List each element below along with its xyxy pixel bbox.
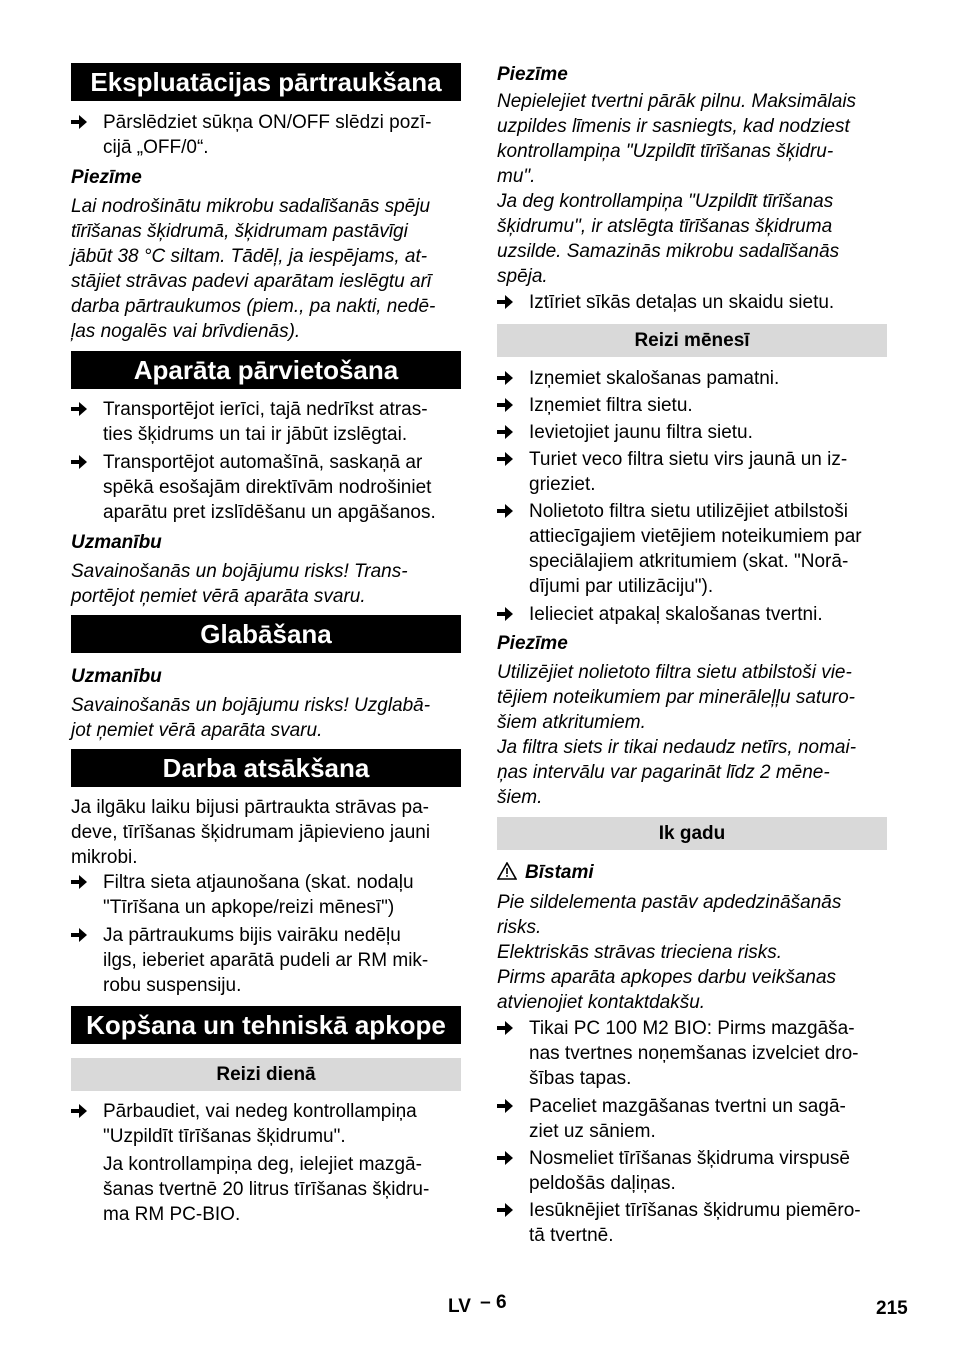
arrow-bullet-icon — [71, 923, 95, 942]
bullet-item: Iztīriet sīkās detaļas un skaidu sietu. — [497, 290, 887, 315]
arrow-bullet-icon — [71, 110, 95, 129]
bullet-item: Nolietoto filtra sietu utilizējiet atbilstoši attiecīgajiem vietējiem noteikumiem par speciālajiem atkritumiem (skat. "Norā- dījumi par utilizāciju"). — [497, 499, 887, 599]
bullet-item: Filtra sieta atjaunošana (skat. nodaļu "Tīrīšana un apkope/reizi mēnesī") — [71, 870, 461, 920]
note-text: Nepielejiet tvertni pārāk pilnu. Maksimālais uzpildes līmenis ir sasniegts, kad nodziest kontrollampiņa "Uzpildīt tīrīšanas šķidru- mu". Ja deg kontrollampiņa "Uzpildīt tīrīšanas šķidrumu", ir atslēgta tīrīšanas šķidruma uzsilde. Samazinās mikrobu sadalīšanās spēja. — [497, 91, 857, 287]
bullet-item: Tikai PC 100 M2 BIO: Pirms mazgāša- nas tvertnes noņemšanas izvelciet dro- šības tapas. — [497, 1016, 887, 1091]
arrow-bullet-icon — [71, 1099, 95, 1118]
arrow-bullet-icon — [497, 499, 521, 518]
bullet-item: Nosmeliet tīrīšanas šķidruma virspusē peldošās daļiņas. — [497, 1146, 887, 1196]
bullet-item: Ielieciet atpakaļ skalošanas tvertni. — [497, 602, 887, 627]
note-label: Piezīme — [497, 64, 568, 85]
arrow-bullet-icon — [71, 870, 95, 889]
footer-local-page: – 6 — [480, 1292, 507, 1313]
bullet-item: Izņemiet filtra sietu. — [497, 393, 887, 418]
arrow-bullet-icon — [71, 397, 95, 416]
heading-darba-atsakshana: Darba atsākšana — [71, 749, 461, 787]
arrow-bullet-icon — [497, 1146, 521, 1165]
bullet-item: Transportējot ierīci, tajā nedrīkst atras- ties šķidrums un tai ir jābūt izslēgtai. — [71, 397, 461, 447]
subheading-reizi-menesi: Reizi mēnesī — [497, 324, 887, 357]
page-number: 215 — [876, 1298, 908, 1319]
heading-aparata-parvietoshana: Aparāta pārvietošana — [71, 351, 461, 389]
danger-label: Bīstami — [525, 862, 594, 883]
heading-glabashana: Glabāšana — [71, 615, 461, 653]
arrow-bullet-icon — [497, 1016, 521, 1035]
caution-text: Savainošanās un bojājumu risks! Uzglabā- jot ņemiet vērā aparāta svaru. — [71, 695, 431, 741]
bullet-item: Paceliet mazgāšanas tvertni un sagā- ziet uz sāniem. — [497, 1094, 887, 1144]
note-text: Utilizējiet nolietoto filtra sietu atbilstoši vie- tējiem noteikumiem par minerāleļļu saturo- šiem atkritumiem. Ja filtra siets ir tikai nedaudz netīrs, nomai- ņas intervālu var pagarināt līdz 2 mēne- šiem. — [497, 662, 857, 808]
arrow-bullet-icon — [497, 1198, 521, 1217]
arrow-bullet-icon — [497, 1094, 521, 1113]
note-label: Piezīme — [497, 633, 568, 654]
bullet-item: Turiet veco filtra sietu virs jaunā un iz- grieziet. — [497, 447, 887, 497]
bullet-continuation: Ja kontrollampiņa deg, ielejiet mazgā- šanas tvertnē 20 litrus tīrīšanas šķidru- ma RM PC-BIO. — [103, 1154, 430, 1225]
bullet-item: Pārbaudiet, vai nedeg kontrollampiņa "Uzpildīt tīrīšanas šķidrumu". — [71, 1099, 461, 1149]
arrow-bullet-icon — [497, 366, 521, 385]
caution-label: Uzmanību — [71, 532, 162, 553]
heading-kopshana-un-tehniska-apkope: Kopšana un tehniskā apkope — [71, 1006, 461, 1044]
arrow-bullet-icon — [71, 450, 95, 469]
arrow-bullet-icon — [497, 420, 521, 439]
warning-triangle-icon — [497, 862, 517, 887]
footer-language: LV — [448, 1296, 471, 1317]
note-text: Lai nodrošinātu mikrobu sadalīšanās spēju tīrīšanas šķidrumā, šķidrumam pastāvīgi jābūt 38 °C siltam. Tādēļ, ja iespējams, at- stājiet strāvas padevi aparātam ieslēgtu arī darba pārtraukumos (piem., pa nakti, nedē- ļas nogalēs vai brīvdienās). — [71, 196, 436, 342]
subheading-ik-gadu: Ik gadu — [497, 817, 887, 850]
danger-text: Pie sildelementa pastāv apdedzināšanās risks. Elektriskās strāvas trieciena risks. Pirms aparāta apkopes darbu veikšanas atvienojiet kontaktdakšu. — [497, 892, 842, 1013]
footer-language-page — [448, 1292, 507, 1318]
caution-label: Uzmanību — [71, 666, 162, 687]
paragraph: Ja ilgāku laiku bijusi pārtraukta strāvas pa- deve, tīrīšanas šķidrumam jāpievieno jauni mikrobi. — [71, 797, 431, 868]
subheading-reizi-diena: Reizi dienā — [71, 1058, 461, 1091]
caution-text: Savainošanās un bojājumu risks! Trans- portējot ņemiet vērā aparāta svaru. — [71, 561, 408, 607]
bullet-item: Ievietojiet jaunu filtra sietu. — [497, 420, 887, 445]
bullet-item: Transportējot automašīnā, saskaņā ar spēkā esošajām direktīvām nodrošiniet aparātu pret izslīdēšanu un apgāšanos. — [71, 450, 461, 525]
arrow-bullet-icon — [497, 290, 521, 309]
heading-ekspluatacijas-partraukshana: Ekspluatācijas pārtraukšana — [71, 63, 461, 101]
bullet-item: Izņemiet skalošanas pamatni. — [497, 366, 887, 391]
danger-label-row — [497, 860, 887, 887]
arrow-bullet-icon — [497, 602, 521, 621]
bullet-item: Pārslēdziet sūkņa ON/OFF slēdzi pozī- cijā „OFF/0“. — [71, 110, 461, 160]
arrow-bullet-icon — [497, 393, 521, 412]
bullet-item: Iesūknējiet tīrīšanas šķidrumu piemēro- tā tvertnē. — [497, 1198, 887, 1248]
bullet-item: Ja pārtraukums bijis vairāku nedēļu ilgs, ieberiet aparātā pudeli ar RM mik- robu suspensiju. — [71, 923, 461, 998]
note-label: Piezīme — [71, 167, 142, 188]
arrow-bullet-icon — [497, 447, 521, 466]
